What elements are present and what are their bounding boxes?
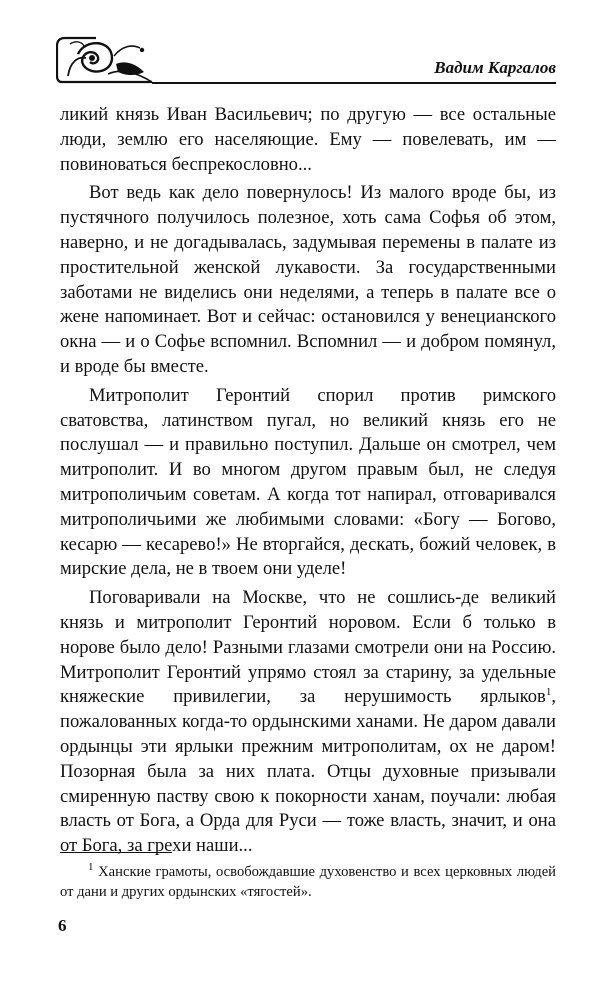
paragraph-1: ликий князь Иван Васильевич; по другую — все остальные люди, землю его населяющие. Ему — повелевать, им — повиноваться беспрекословно...: [60, 104, 556, 175]
footnote-reference[interactable]: 1: [545, 686, 552, 699]
paragraph-4-part-1: Поговаривали на Москве, что не сошлись-де великий князь и митрополит Геронтий норовом. Если б только в норове было дело! Разными глазами смотрели они на Россию. Митрополит Геронтий упрямо стоял за старину, за удельные княжеские привилегии, за нерушимость ярлыков: [60, 587, 556, 708]
running-header: [56, 34, 556, 88]
page-number: 6: [58, 916, 67, 935]
paragraph-4: [60, 586, 556, 859]
header-rule: [152, 82, 556, 84]
ornament-icon: [56, 34, 176, 88]
paragraph-3: Митрополит Геронтий спорил против римского сватовства, латинством пугал, но великий князь его не послушал — и правильно поступил. Дальше он смотрел, чем митрополит. И во многом другом правым был, не следуя митрополичьим советам. А когда тот напирал, отговаривался митрополичьими же любимыми словами: «Богу — Богово, кесарю — кесарево!» Не вторгайся, дескать, божий человек, в мирские дела, не в твоем они уделе!: [60, 384, 556, 580]
footnote-marker: 1: [88, 861, 94, 874]
author-name: Вадим Каргалов: [434, 58, 556, 77]
main-text: [60, 103, 556, 859]
footnote: [60, 862, 556, 902]
footnote-rule: [60, 852, 172, 853]
footnote-text: Ханские грамоты, освобождавшие духовенство и всех церковных людей от дани и других ордынских «тягостей».: [60, 864, 556, 900]
paragraph-4-part-2: , пожалованных когда-то ордынскими ханами. Не даром давали ордынцы эти ярлыки прежним митрополитам, ох не даром! Позорная была за них плата. Отцы духовные призывали смиренную паству свою к покорности ханам, поучали: любая власть от Бога, а Орда для Руси — тоже власть, значит, и она от Бога, за грехи наши...: [60, 686, 556, 857]
paragraph-2: Вот ведь как дело повернулось! Из малого вроде бы, из пустячного получилось полезное, хоть сама Софья об этом, наверно, и не догадывалась, задумывая перемены в палате из простительной женской лукавости. За государственными заботами не виделись они неделями, а теперь в палате все о жене напоминает. Вот и сейчас: остановился у венецианского окна — и о Софье вспомнил. Вспомнил — и добром помянул, и вроде бы вместе.: [60, 182, 556, 377]
